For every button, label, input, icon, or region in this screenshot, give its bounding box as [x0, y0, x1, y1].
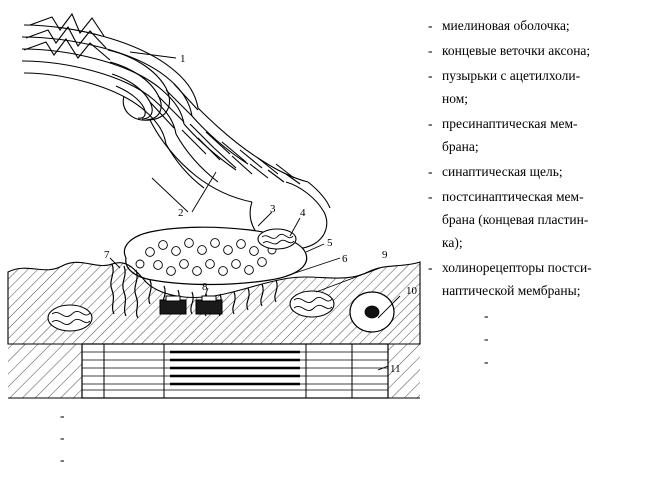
- bottom-dash-2: -: [60, 430, 65, 445]
- legend-label-6-line-3: ка);: [442, 235, 463, 250]
- callout-7: 7: [104, 249, 110, 261]
- mitochondrion-bouton: [258, 229, 296, 249]
- myelin-sheath-group: [22, 14, 198, 144]
- legend-label-1: миелиновая оболочка;: [442, 18, 570, 33]
- legend-dash-3: -: [428, 68, 433, 83]
- legend-label-3-line-2: ном;: [442, 91, 469, 106]
- bottom-dash-3: -: [60, 452, 65, 467]
- legend-dash-7: -: [428, 260, 433, 275]
- callout-2: 2: [178, 207, 184, 219]
- callout-9: 9: [382, 249, 388, 261]
- mitochondrion-left: [48, 305, 92, 331]
- legend-label-4-word-2: мем-: [549, 116, 578, 131]
- legend-item-6: [428, 185, 660, 254]
- legend-item-4: [428, 112, 660, 158]
- callout-5: 5: [327, 237, 333, 249]
- legend-label-3-line-1: пузырьки с ацетилхоли-: [442, 68, 581, 83]
- legend-dash-4: -: [428, 116, 433, 131]
- bottom-dash-1: -: [60, 408, 65, 423]
- legend-label-3: [442, 64, 660, 110]
- callout-6: 6: [342, 253, 348, 265]
- callout-4: 4: [300, 207, 306, 219]
- legend-label-4-line-2: брана;: [442, 139, 479, 154]
- legend-label-7-line-1: холинорецепторы постси-: [442, 260, 592, 275]
- legend-label-5: синаптическая щель;: [442, 164, 563, 179]
- callout-11: 11: [390, 363, 401, 375]
- legend-item-1: [428, 14, 660, 37]
- legend-item-5: [428, 160, 660, 183]
- legend-label-4-word-1: пресинаптическая: [442, 116, 547, 131]
- callout-8: 8: [202, 281, 208, 293]
- legend-tail-dash-2: -: [484, 331, 489, 346]
- synaptic-bouton: [124, 227, 306, 284]
- legend-label-6-line-2: брана (концевая пластин-: [442, 212, 589, 227]
- legend-item-2: [428, 39, 660, 62]
- legend-label-4: [442, 112, 660, 158]
- legend-dash-2: -: [428, 43, 433, 58]
- callout-10: 10: [406, 285, 417, 297]
- muscle-nucleus: [350, 292, 394, 332]
- legend-label-6-line-1: постсинаптическая мем-: [442, 189, 584, 204]
- callout-1: 1: [180, 53, 186, 65]
- legend-dash-5: -: [428, 164, 433, 179]
- legend-tail-dash-1: -: [484, 308, 489, 323]
- legend-label-4-line-1: [442, 112, 660, 135]
- legend-dash-6: -: [428, 189, 433, 204]
- legend-tail-dash-3: -: [484, 354, 489, 369]
- legend-item-7: [428, 256, 660, 302]
- legend-label-7: [442, 256, 660, 302]
- legend-label-7-line-2: наптической мембраны;: [442, 283, 581, 298]
- legend-label-6: [442, 185, 660, 254]
- legend-list: [428, 14, 660, 373]
- callout-3: 3: [270, 203, 276, 215]
- legend-item-3: [428, 64, 660, 110]
- legend-label-2: концевые веточки аксона;: [442, 43, 591, 58]
- mitochondrion-right: [290, 291, 334, 317]
- legend-dash-1: -: [428, 18, 433, 33]
